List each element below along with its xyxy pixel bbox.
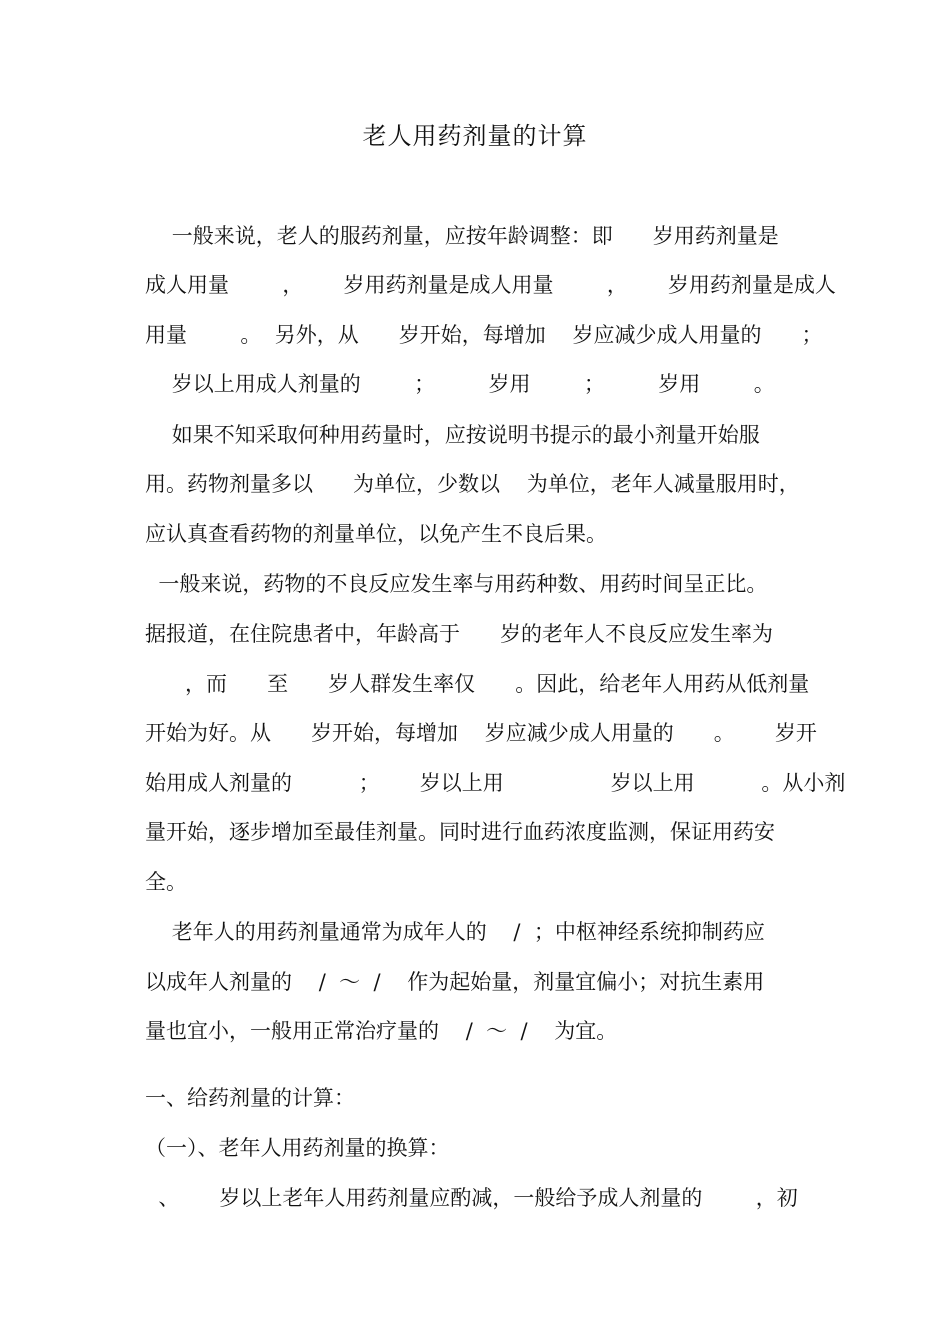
paragraph-line: 据报道，在住院患者中，年龄高于 岁的老年人不良反应发生率为: [145, 622, 774, 646]
paragraph-line: 岁以上用成人剂量的 ； 岁用 ； 岁用 。: [145, 372, 775, 396]
paragraph-line: 全。: [145, 870, 187, 894]
subsection-heading: （一）、老年人用药剂量的换算：: [145, 1136, 450, 1160]
paragraph-line: 量开始，逐步增加至最佳剂量。同时进行血药浓度监测，保证用药安: [145, 820, 775, 844]
paragraph-line: 以成年人剂量的 / ～ / 作为起始量，剂量宜偏小；对抗生素用: [145, 970, 765, 994]
paragraph-line: 成人用量 ， 岁用药剂量是成人用量 ， 岁用药剂量是成人: [145, 273, 836, 297]
page-title: 老人用药剂量的计算: [362, 122, 588, 150]
paragraph-line: 应认真查看药物的剂量单位，以免产生不良后果。: [145, 522, 607, 546]
paragraph-line: 量也宜小，一般用正常治疗量的 / ～ / 为宜。: [145, 1019, 618, 1043]
paragraph-line: 开始为好。从 岁开始，每增加 岁应减少成人用量的 。 岁开: [145, 721, 817, 745]
paragraph-line: 、 岁以上老年人用药剂量应酌减，一般给予成人剂量的 ，初: [145, 1186, 798, 1210]
paragraph-line: 老年人的用药剂量通常为成年人的 / ；中枢神经系统抑制药应: [145, 920, 765, 944]
paragraph-line: 用。药物剂量多以 为单位，少数以 为单位，老年人减量服用时，: [145, 472, 800, 496]
paragraph-line: ，而 至 岁人群发生率仅 。因此，给老年人用药从低剂量: [145, 672, 810, 696]
paragraph-line: 用量 。 另外，从 岁开始，每增加 岁应减少成人用量的 ；: [145, 323, 823, 347]
paragraph-line: 始用成人剂量的 ； 岁以上用 岁以上用 。从小剂: [145, 771, 846, 795]
paragraph-line: 如果不知采取何种用药量时，应按说明书提示的最小剂量开始服: [145, 423, 760, 447]
paragraph-line: 一般来说，老人的服药剂量，应按年龄调整：即 岁用药剂量是: [145, 224, 779, 248]
section-heading: 一、给药剂量的计算：: [145, 1086, 355, 1110]
paragraph-line: 一般来说，药物的不良反应发生率与用药种数、用药时间呈正比。: [145, 572, 768, 596]
